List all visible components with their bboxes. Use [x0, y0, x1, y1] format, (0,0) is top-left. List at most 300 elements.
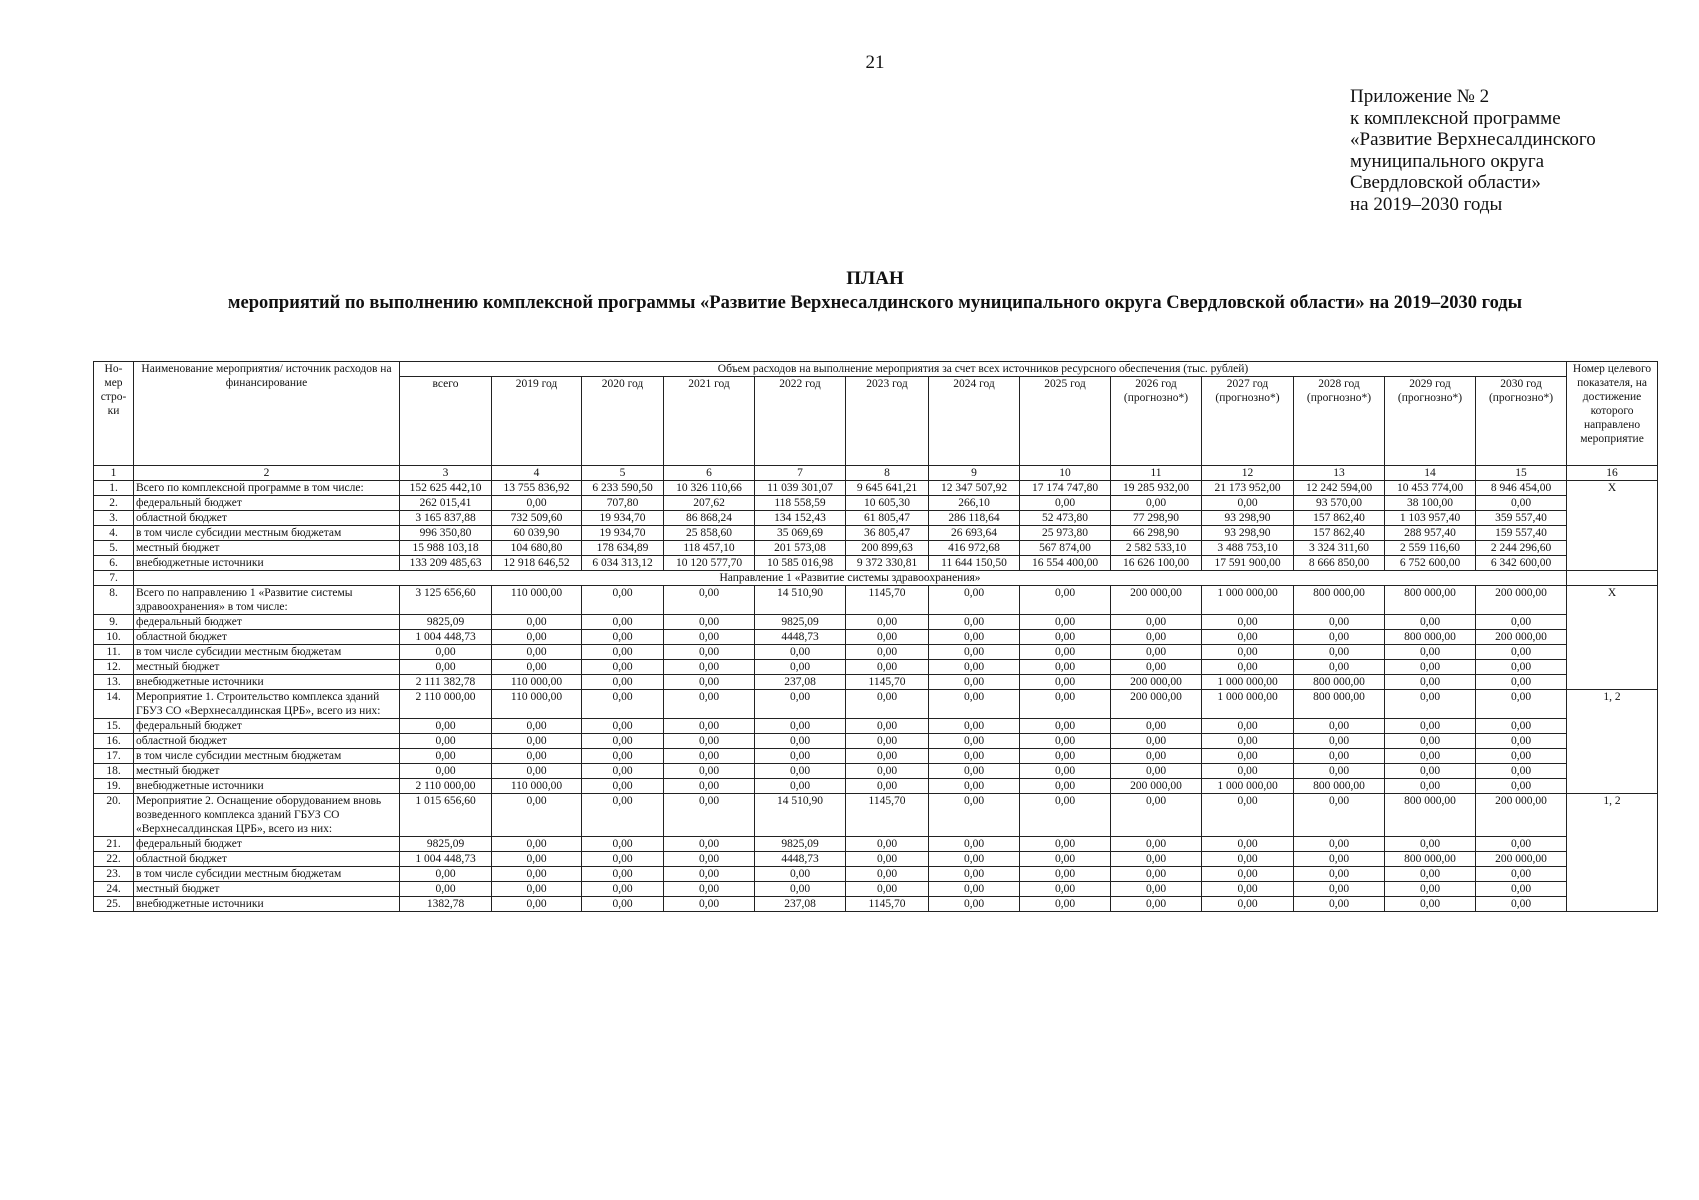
column-number: 7	[755, 466, 846, 481]
table-row	[94, 526, 1658, 541]
row-number: 15.	[94, 719, 134, 734]
header-year: 2019 год	[492, 377, 582, 466]
value-year: 0,00	[755, 779, 846, 794]
value-year: 0,00	[755, 764, 846, 779]
value-year: 359 557,40	[1476, 511, 1567, 526]
value-year: 0,00	[664, 764, 755, 779]
value-year: 0,00	[582, 645, 664, 660]
value-year: 36 805,47	[846, 526, 929, 541]
value-year: 0,00	[582, 867, 664, 882]
value-year: 110 000,00	[492, 779, 582, 794]
row-number: 16.	[94, 734, 134, 749]
value-year: 0,00	[929, 719, 1020, 734]
table-row	[94, 867, 1658, 882]
value-year: 0,00	[1020, 690, 1111, 719]
value-year: 0,00	[1385, 660, 1476, 675]
row-name: в том числе субсидии местным бюджетам	[134, 645, 400, 660]
value-year: 0,00	[664, 660, 755, 675]
value-year: 0,00	[1020, 586, 1111, 615]
value-year: 0,00	[755, 734, 846, 749]
header-expenses-group: Объем расходов на выполнение мероприятия за счет всех источников ресурсного обеспечения (тыс. рублей)	[400, 362, 1567, 377]
section-heading: Направление 1 «Развитие системы здравоохранения»	[134, 571, 1567, 586]
value-year: 237,08	[755, 897, 846, 912]
value-year: 0,00	[1476, 882, 1567, 897]
row-number: 23.	[94, 867, 134, 882]
value-year: 0,00	[582, 675, 664, 690]
table-row	[94, 481, 1658, 496]
value-year: 288 957,40	[1385, 526, 1476, 541]
value-year: 0,00	[1020, 867, 1111, 882]
value-year: 6 034 313,12	[582, 556, 664, 571]
header-year: 2026 год (прогнозно*)	[1111, 377, 1202, 466]
value-year: 0,00	[1111, 615, 1202, 630]
row-number: 17.	[94, 749, 134, 764]
value-year: 0,00	[1476, 779, 1567, 794]
value-year: 0,00	[1476, 749, 1567, 764]
value-year: 286 118,64	[929, 511, 1020, 526]
value-year: 86 868,24	[664, 511, 755, 526]
value-total: 0,00	[400, 645, 492, 660]
appendix-block	[1350, 86, 1596, 215]
value-year: 9 372 330,81	[846, 556, 929, 571]
value-year: 0,00	[1020, 719, 1111, 734]
value-year: 0,00	[1020, 749, 1111, 764]
row-number: 6.	[94, 556, 134, 571]
value-year: 0,00	[1294, 867, 1385, 882]
table-row	[94, 837, 1658, 852]
value-year: 0,00	[1111, 794, 1202, 837]
value-year: 16 626 100,00	[1111, 556, 1202, 571]
value-year: 118 457,10	[664, 541, 755, 556]
value-year: 0,00	[582, 749, 664, 764]
value-year: 13 755 836,92	[492, 481, 582, 496]
value-year: 207,62	[664, 496, 755, 511]
value-year: 0,00	[582, 719, 664, 734]
header-name: Наименование мероприятия/ источник расходов на финансирование	[134, 362, 400, 466]
value-year: 1145,70	[846, 586, 929, 615]
value-year: 0,00	[1202, 660, 1294, 675]
value-year: 77 298,90	[1111, 511, 1202, 526]
value-year: 157 862,40	[1294, 511, 1385, 526]
value-year: 2 244 296,60	[1476, 541, 1567, 556]
appendix-line: к комплексной программе	[1350, 107, 1561, 129]
plan-table	[93, 361, 1658, 912]
row-number: 4.	[94, 526, 134, 541]
value-year: 10 453 774,00	[1385, 481, 1476, 496]
value-total: 262 015,41	[400, 496, 492, 511]
value-year: 1 103 957,40	[1385, 511, 1476, 526]
value-year: 200 899,63	[846, 541, 929, 556]
value-year: 8 666 850,00	[1294, 556, 1385, 571]
target-indicator: 1, 2	[1567, 690, 1658, 794]
value-year: 0,00	[492, 882, 582, 897]
row-name: местный бюджет	[134, 764, 400, 779]
value-year: 0,00	[1294, 615, 1385, 630]
value-year: 0,00	[664, 690, 755, 719]
value-year: 0,00	[664, 852, 755, 867]
table-row	[94, 541, 1658, 556]
row-number: 18.	[94, 764, 134, 779]
column-number: 4	[492, 466, 582, 481]
value-year: 0,00	[664, 675, 755, 690]
value-year: 0,00	[492, 645, 582, 660]
appendix-line: Приложение № 2	[1350, 86, 1490, 107]
value-year: 0,00	[929, 779, 1020, 794]
table-row	[94, 556, 1658, 571]
value-year: 11 644 150,50	[929, 556, 1020, 571]
table-row	[94, 764, 1658, 779]
value-year: 0,00	[846, 837, 929, 852]
value-year: 0,00	[492, 897, 582, 912]
value-year: 0,00	[1385, 764, 1476, 779]
value-year: 0,00	[1385, 882, 1476, 897]
value-year: 0,00	[1020, 897, 1111, 912]
table-row	[94, 882, 1658, 897]
target-indicator: X	[1567, 481, 1658, 571]
row-number: 12.	[94, 660, 134, 675]
table-row	[94, 690, 1658, 719]
value-year: 0,00	[1476, 645, 1567, 660]
row-number: 25.	[94, 897, 134, 912]
header-year: 2023 год	[846, 377, 929, 466]
value-year: 0,00	[1020, 764, 1111, 779]
value-year: 1 000 000,00	[1202, 675, 1294, 690]
value-year: 0,00	[929, 690, 1020, 719]
value-year: 0,00	[1020, 496, 1111, 511]
row-name: Всего по направлению 1 «Развитие системы здравоохранения» в том числе:	[134, 586, 400, 615]
value-year: 0,00	[582, 779, 664, 794]
value-year: 0,00	[664, 586, 755, 615]
value-year: 8 946 454,00	[1476, 481, 1567, 496]
value-year: 0,00	[1202, 734, 1294, 749]
value-year: 2 559 116,60	[1385, 541, 1476, 556]
value-year: 38 100,00	[1385, 496, 1476, 511]
value-year: 0,00	[929, 645, 1020, 660]
value-year: 0,00	[755, 719, 846, 734]
value-year: 0,00	[1385, 675, 1476, 690]
value-year: 11 039 301,07	[755, 481, 846, 496]
value-year: 0,00	[846, 615, 929, 630]
value-year: 0,00	[1202, 496, 1294, 511]
value-year: 0,00	[1111, 852, 1202, 867]
value-year: 0,00	[1111, 897, 1202, 912]
value-year: 0,00	[1476, 734, 1567, 749]
value-total: 0,00	[400, 660, 492, 675]
value-year: 17 174 747,80	[1020, 481, 1111, 496]
row-name: федеральный бюджет	[134, 837, 400, 852]
value-year: 200 000,00	[1476, 794, 1567, 837]
table-row	[94, 496, 1658, 511]
appendix-line: Свердловской области»	[1350, 172, 1541, 193]
value-year: 800 000,00	[1385, 630, 1476, 645]
table-row	[94, 586, 1658, 615]
column-number: 5	[582, 466, 664, 481]
value-year: 0,00	[1020, 779, 1111, 794]
header-total: всего	[400, 377, 492, 466]
value-year: 0,00	[582, 837, 664, 852]
row-name: областной бюджет	[134, 630, 400, 645]
value-year: 0,00	[1476, 660, 1567, 675]
value-year: 178 634,89	[582, 541, 664, 556]
value-year: 0,00	[1385, 749, 1476, 764]
value-year: 1145,70	[846, 897, 929, 912]
value-year: 416 972,68	[929, 541, 1020, 556]
value-year: 0,00	[664, 645, 755, 660]
value-year: 0,00	[582, 586, 664, 615]
value-year: 0,00	[929, 897, 1020, 912]
value-year: 0,00	[1294, 719, 1385, 734]
table-row	[94, 511, 1658, 526]
row-number: 10.	[94, 630, 134, 645]
value-year: 25 973,80	[1020, 526, 1111, 541]
value-year: 0,00	[582, 897, 664, 912]
value-year: 0,00	[929, 586, 1020, 615]
value-year: 26 693,64	[929, 526, 1020, 541]
table-row	[94, 779, 1658, 794]
row-number: 2.	[94, 496, 134, 511]
value-year: 0,00	[929, 867, 1020, 882]
table-row	[94, 615, 1658, 630]
target-indicator: 1, 2	[1567, 794, 1658, 912]
value-year: 0,00	[846, 690, 929, 719]
value-year: 0,00	[846, 764, 929, 779]
table-row	[94, 897, 1658, 912]
value-year: 200 000,00	[1476, 586, 1567, 615]
column-number: 9	[929, 466, 1020, 481]
row-name: областной бюджет	[134, 734, 400, 749]
value-year: 0,00	[582, 794, 664, 837]
row-name: Мероприятие 2. Оснащение оборудованием вновь возведенного комплекса зданий ГБУЗ СО «Верхнесалдинская ЦРБ», всего из них:	[134, 794, 400, 837]
column-number: 15	[1476, 466, 1567, 481]
value-year: 0,00	[1202, 719, 1294, 734]
value-year: 14 510,90	[755, 586, 846, 615]
row-number: 5.	[94, 541, 134, 556]
row-name: местный бюджет	[134, 660, 400, 675]
value-year: 0,00	[1294, 645, 1385, 660]
row-name: Всего по комплексной программе в том числе:	[134, 481, 400, 496]
value-year: 6 233 590,50	[582, 481, 664, 496]
value-year: 0,00	[492, 719, 582, 734]
value-year: 0,00	[1294, 882, 1385, 897]
column-number: 13	[1294, 466, 1385, 481]
value-year: 6 752 600,00	[1385, 556, 1476, 571]
value-year: 0,00	[582, 852, 664, 867]
header-year: 2027 год (прогнозно*)	[1202, 377, 1294, 466]
value-total: 1 015 656,60	[400, 794, 492, 837]
value-year: 0,00	[1020, 675, 1111, 690]
value-year: 0,00	[492, 660, 582, 675]
value-year: 0,00	[492, 496, 582, 511]
value-year: 0,00	[1202, 630, 1294, 645]
value-year: 0,00	[929, 794, 1020, 837]
value-year: 200 000,00	[1111, 675, 1202, 690]
row-number: 13.	[94, 675, 134, 690]
value-year: 0,00	[929, 630, 1020, 645]
value-year: 10 605,30	[846, 496, 929, 511]
value-year: 0,00	[492, 837, 582, 852]
value-year: 0,00	[755, 660, 846, 675]
header-year: 2020 год	[582, 377, 664, 466]
value-year: 0,00	[929, 749, 1020, 764]
value-year: 0,00	[1020, 794, 1111, 837]
appendix-line: «Развитие Верхнесалдинского	[1350, 129, 1596, 150]
value-year: 0,00	[755, 867, 846, 882]
value-year: 0,00	[582, 764, 664, 779]
row-number: 11.	[94, 645, 134, 660]
table-row	[94, 794, 1658, 837]
value-year: 4448,73	[755, 852, 846, 867]
row-number: 20.	[94, 794, 134, 837]
value-year: 66 298,90	[1111, 526, 1202, 541]
value-year: 93 570,00	[1294, 496, 1385, 511]
value-year: 1 000 000,00	[1202, 690, 1294, 719]
value-year: 0,00	[1020, 660, 1111, 675]
value-year: 0,00	[1020, 852, 1111, 867]
table-row	[94, 749, 1658, 764]
value-year: 800 000,00	[1294, 690, 1385, 719]
value-year: 266,10	[929, 496, 1020, 511]
value-year: 93 298,90	[1202, 526, 1294, 541]
row-number: 14.	[94, 690, 134, 719]
value-year: 800 000,00	[1294, 779, 1385, 794]
value-year: 800 000,00	[1294, 675, 1385, 690]
value-year: 0,00	[929, 852, 1020, 867]
value-year: 0,00	[492, 630, 582, 645]
value-total: 996 350,80	[400, 526, 492, 541]
row-name: федеральный бюджет	[134, 496, 400, 511]
value-year: 0,00	[664, 630, 755, 645]
value-year: 0,00	[1020, 645, 1111, 660]
value-year: 9825,09	[755, 615, 846, 630]
value-year: 0,00	[1476, 496, 1567, 511]
row-name: в том числе субсидии местным бюджетам	[134, 867, 400, 882]
value-year: 0,00	[846, 882, 929, 897]
value-year: 0,00	[1476, 675, 1567, 690]
value-year: 0,00	[492, 749, 582, 764]
value-year: 0,00	[1385, 645, 1476, 660]
row-number: 22.	[94, 852, 134, 867]
value-year: 0,00	[1294, 837, 1385, 852]
row-name: в том числе субсидии местным бюджетам	[134, 749, 400, 764]
value-total: 3 125 656,60	[400, 586, 492, 615]
value-total: 3 165 837,88	[400, 511, 492, 526]
value-year: 0,00	[1294, 660, 1385, 675]
value-year: 0,00	[1202, 749, 1294, 764]
value-year: 118 558,59	[755, 496, 846, 511]
value-year: 0,00	[664, 615, 755, 630]
table-row	[94, 660, 1658, 675]
value-year: 707,80	[582, 496, 664, 511]
column-number: 12	[1202, 466, 1294, 481]
value-total: 2 110 000,00	[400, 690, 492, 719]
value-year: 800 000,00	[1385, 794, 1476, 837]
value-year: 0,00	[582, 882, 664, 897]
table-row	[94, 571, 1658, 586]
value-total: 2 110 000,00	[400, 779, 492, 794]
value-year: 0,00	[1111, 764, 1202, 779]
value-total: 0,00	[400, 882, 492, 897]
value-year: 0,00	[1294, 630, 1385, 645]
value-year: 6 342 600,00	[1476, 556, 1567, 571]
value-year: 0,00	[664, 749, 755, 764]
table-row	[94, 630, 1658, 645]
value-year: 0,00	[846, 719, 929, 734]
value-year: 800 000,00	[1385, 852, 1476, 867]
value-total: 0,00	[400, 734, 492, 749]
row-number: 7.	[94, 571, 134, 586]
value-total: 1 004 448,73	[400, 630, 492, 645]
value-year: 0,00	[1476, 615, 1567, 630]
header-year: 2021 год	[664, 377, 755, 466]
value-year: 0,00	[1020, 882, 1111, 897]
value-year: 237,08	[755, 675, 846, 690]
value-year: 0,00	[1202, 897, 1294, 912]
page-number: 21	[865, 52, 885, 73]
table-row	[94, 719, 1658, 734]
value-year: 1145,70	[846, 675, 929, 690]
header-year: 2022 год	[755, 377, 846, 466]
row-name: внебюджетные источники	[134, 779, 400, 794]
value-year: 134 152,43	[755, 511, 846, 526]
value-year: 0,00	[929, 764, 1020, 779]
value-year: 19 934,70	[582, 526, 664, 541]
value-year: 0,00	[846, 630, 929, 645]
value-year: 0,00	[1476, 764, 1567, 779]
value-year: 61 805,47	[846, 511, 929, 526]
target-indicator-cell	[1567, 571, 1658, 586]
value-year: 0,00	[1202, 867, 1294, 882]
value-year: 35 069,69	[755, 526, 846, 541]
row-name: Мероприятие 1. Строительство комплекса зданий ГБУЗ СО «Верхнесалдинская ЦРБ», всего из них:	[134, 690, 400, 719]
value-year: 0,00	[1202, 852, 1294, 867]
value-year: 0,00	[1476, 690, 1567, 719]
value-total: 2 111 382,78	[400, 675, 492, 690]
appendix-line: на 2019–2030 годы	[1350, 193, 1503, 215]
header-year: 2029 год (прогнозно*)	[1385, 377, 1476, 466]
value-year: 0,00	[664, 734, 755, 749]
row-number: 8.	[94, 586, 134, 615]
value-year: 9825,09	[755, 837, 846, 852]
table-row	[94, 675, 1658, 690]
value-year: 0,00	[1202, 837, 1294, 852]
value-year: 0,00	[929, 882, 1020, 897]
value-year: 0,00	[1111, 749, 1202, 764]
value-year: 0,00	[1111, 496, 1202, 511]
row-number: 19.	[94, 779, 134, 794]
value-year: 17 591 900,00	[1202, 556, 1294, 571]
value-year: 1145,70	[846, 794, 929, 837]
value-year: 0,00	[755, 882, 846, 897]
value-year: 19 285 932,00	[1111, 481, 1202, 496]
value-year: 200 000,00	[1111, 690, 1202, 719]
value-year: 2 582 533,10	[1111, 541, 1202, 556]
value-year: 0,00	[582, 690, 664, 719]
column-number: 10	[1020, 466, 1111, 481]
value-total: 9825,09	[400, 837, 492, 852]
value-year: 0,00	[1202, 645, 1294, 660]
value-year: 201 573,08	[755, 541, 846, 556]
value-year: 0,00	[492, 764, 582, 779]
value-year: 0,00	[1294, 852, 1385, 867]
value-year: 0,00	[846, 852, 929, 867]
column-number: 14	[1385, 466, 1476, 481]
value-year: 200 000,00	[1476, 852, 1567, 867]
value-year: 0,00	[929, 675, 1020, 690]
header-row-number: Но-мер стро-ки	[94, 362, 134, 466]
row-number: 24.	[94, 882, 134, 897]
value-year: 0,00	[1020, 734, 1111, 749]
value-year: 0,00	[1294, 794, 1385, 837]
